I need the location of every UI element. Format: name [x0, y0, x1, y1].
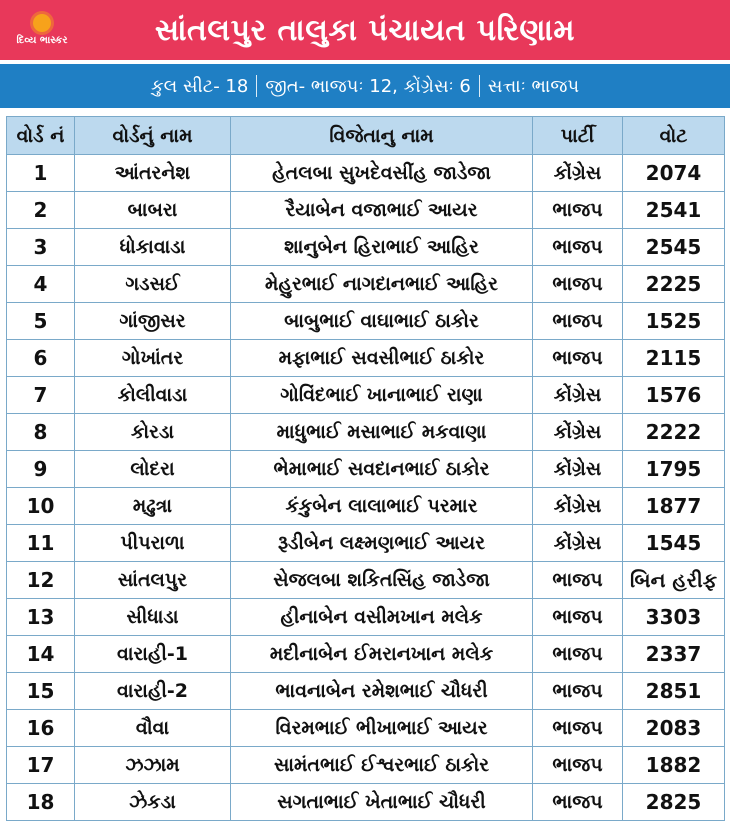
table-row	[7, 340, 725, 377]
ward-number-cell: 13	[7, 599, 75, 636]
table-row	[7, 451, 725, 488]
winner-name-cell: સગતાભાઈ ખેતાભાઈ ચૌધરી	[231, 784, 533, 821]
ward-name-cell: બાબરા	[75, 192, 231, 229]
ward-name-cell: વૌવા	[75, 710, 231, 747]
ward-name-cell: ઝેકડા	[75, 784, 231, 821]
ward-name-cell: આંતરનેશ	[75, 155, 231, 192]
ward-number-cell: 18	[7, 784, 75, 821]
ward-number-cell: 4	[7, 266, 75, 303]
winner-name-cell: વિરમભાઈ ભીખાભાઈ આયર	[231, 710, 533, 747]
ward-number-cell: 15	[7, 673, 75, 710]
ward-name-cell: વારાહી-1	[75, 636, 231, 673]
votes-cell: 2851	[623, 673, 725, 710]
ward-name-cell: ગડસઈ	[75, 266, 231, 303]
party-cell: ભાજપ	[533, 599, 623, 636]
ward-number-cell: 7	[7, 377, 75, 414]
party-cell: ભાજપ	[533, 340, 623, 377]
ward-number-cell: 8	[7, 414, 75, 451]
winner-name-cell: શાનુબેન હિરાભાઈ આહિર	[231, 229, 533, 266]
party-cell: ભાજપ	[533, 747, 623, 784]
header-ward-number: વોર્ડ નં	[7, 117, 75, 155]
party-cell: ભાજપ	[533, 710, 623, 747]
winner-name-cell: ભેમાભાઈ સવદાનભાઈ ઠાકોર	[231, 451, 533, 488]
winner-name-cell: હીનાબેન વસીમખાન મલેક	[231, 599, 533, 636]
winner-name-cell: મફાભાઈ સવસીભાઈ ઠાકોર	[231, 340, 533, 377]
votes-cell: 1576	[623, 377, 725, 414]
header-votes: વોટ	[623, 117, 725, 155]
party-cell: ભાજપ	[533, 562, 623, 599]
party-cell: કોંગ્રેસ	[533, 488, 623, 525]
votes-cell: બિન હરીફ	[623, 562, 725, 599]
winner-name-cell: સેજલબા શકિતસિંહ જાડેજા	[231, 562, 533, 599]
votes-cell: 1545	[623, 525, 725, 562]
table-row	[7, 636, 725, 673]
winner-name-cell: સામંતભાઈ ઈશ્વરભાઈ ઠાકોર	[231, 747, 533, 784]
votes-cell: 2225	[623, 266, 725, 303]
votes-cell: 2337	[623, 636, 725, 673]
ward-number-cell: 11	[7, 525, 75, 562]
seats-won: જીત- ભાજપઃ 12, કોંગ્રેસઃ 6	[265, 75, 471, 97]
ward-number-cell: 6	[7, 340, 75, 377]
votes-cell: 1882	[623, 747, 725, 784]
ward-number-cell: 9	[7, 451, 75, 488]
ward-number-cell: 16	[7, 710, 75, 747]
ward-number-cell: 12	[7, 562, 75, 599]
ward-name-cell: વારાહી-2	[75, 673, 231, 710]
winner-name-cell: હેતલબા સુખદેવસીંહ જાડેજા	[231, 155, 533, 192]
logo-text: દિવ્ય ભાસ્કર	[16, 35, 68, 46]
winner-name-cell: મેહુરભાઈ નાગદાનભાઈ આહિર	[231, 266, 533, 303]
party-cell: કોંગ્રેસ	[533, 155, 623, 192]
ward-number-cell: 10	[7, 488, 75, 525]
party-cell: ભાજપ	[533, 673, 623, 710]
title-banner	[0, 0, 730, 60]
ward-name-cell: મઢુત્રા	[75, 488, 231, 525]
ward-name-cell: ગોખાંતર	[75, 340, 231, 377]
party-cell: કોંગ્રેસ	[533, 377, 623, 414]
winner-name-cell: મદીનાબેન ઈમરાનખાન મલેક	[231, 636, 533, 673]
votes-cell: 2222	[623, 414, 725, 451]
table-row	[7, 562, 725, 599]
header-ward-name: વોર્ડનું નામ	[75, 117, 231, 155]
table-row	[7, 155, 725, 192]
votes-cell: 2074	[623, 155, 725, 192]
winner-name-cell: ગોવિંદભાઈ ખાનાભાઈ રાણા	[231, 377, 533, 414]
party-cell: કોંગ્રેસ	[533, 414, 623, 451]
winner-name-cell: કંકુબેન લાલાભાઈ પરમાર	[231, 488, 533, 525]
ward-name-cell: લોદરા	[75, 451, 231, 488]
votes-cell: 2545	[623, 229, 725, 266]
header-party: પાર્ટી	[533, 117, 623, 155]
sun-icon	[33, 14, 51, 32]
ward-name-cell: ધોકાવાડા	[75, 229, 231, 266]
table-body	[7, 155, 725, 821]
ward-name-cell: કોલીવાડા	[75, 377, 231, 414]
table-row	[7, 525, 725, 562]
winner-name-cell: રૈયાબેન વજાભાઈ આયર	[231, 192, 533, 229]
table-row	[7, 266, 725, 303]
ward-number-cell: 5	[7, 303, 75, 340]
votes-cell: 1877	[623, 488, 725, 525]
party-cell: ભાજપ	[533, 192, 623, 229]
table-header-row	[7, 117, 725, 155]
ruling-party: સત્તાઃ ભાજપ	[487, 75, 580, 97]
table-row	[7, 488, 725, 525]
votes-cell: 1525	[623, 303, 725, 340]
results-table	[6, 116, 725, 821]
ward-name-cell: સીધાડા	[75, 599, 231, 636]
table-row	[7, 229, 725, 266]
ward-number-cell: 1	[7, 155, 75, 192]
table-row	[7, 414, 725, 451]
party-cell: ભાજપ	[533, 266, 623, 303]
votes-cell: 2115	[623, 340, 725, 377]
party-cell: ભાજપ	[533, 636, 623, 673]
winner-name-cell: માધુભાઈ મસાભાઈ મકવાણા	[231, 414, 533, 451]
header-winner-name: વિજેતાનુ નામ	[231, 117, 533, 155]
table-row	[7, 303, 725, 340]
votes-cell: 2541	[623, 192, 725, 229]
divider	[479, 75, 480, 97]
votes-cell: 2825	[623, 784, 725, 821]
winner-name-cell: રૂડીબેન લક્ષ્મણભાઈ આયર	[231, 525, 533, 562]
party-cell: કોંગ્રેસ	[533, 525, 623, 562]
table-row	[7, 710, 725, 747]
divider	[256, 75, 257, 97]
table-row	[7, 784, 725, 821]
table-row	[7, 192, 725, 229]
ward-name-cell: ઝઝામ	[75, 747, 231, 784]
votes-cell: 1795	[623, 451, 725, 488]
ward-name-cell: કોરડા	[75, 414, 231, 451]
table-row	[7, 599, 725, 636]
votes-cell: 3303	[623, 599, 725, 636]
ward-name-cell: ગાંજીસર	[75, 303, 231, 340]
total-seats: કુલ સીટ- 18	[150, 75, 249, 97]
party-cell: ભાજપ	[533, 784, 623, 821]
ward-name-cell: સાંતલપુર	[75, 562, 231, 599]
ward-number-cell: 2	[7, 192, 75, 229]
votes-cell: 2083	[623, 710, 725, 747]
winner-name-cell: ભાવનાબેન રમેશભાઈ ચૌધરી	[231, 673, 533, 710]
divya-bhaskar-logo	[12, 8, 72, 52]
ward-number-cell: 17	[7, 747, 75, 784]
page-title: સાંતલપુર તાલુકા પંચાયત પરિણામ	[154, 12, 576, 48]
winner-name-cell: બાબુભાઈ વાઘાભાઈ ઠાકોર	[231, 303, 533, 340]
table-row	[7, 377, 725, 414]
summary-bar	[0, 64, 730, 108]
party-cell: ભાજપ	[533, 303, 623, 340]
ward-number-cell: 3	[7, 229, 75, 266]
ward-number-cell: 14	[7, 636, 75, 673]
party-cell: ભાજપ	[533, 229, 623, 266]
ward-name-cell: પીપરાળા	[75, 525, 231, 562]
table-row	[7, 747, 725, 784]
table-row	[7, 673, 725, 710]
party-cell: કોંગ્રેસ	[533, 451, 623, 488]
